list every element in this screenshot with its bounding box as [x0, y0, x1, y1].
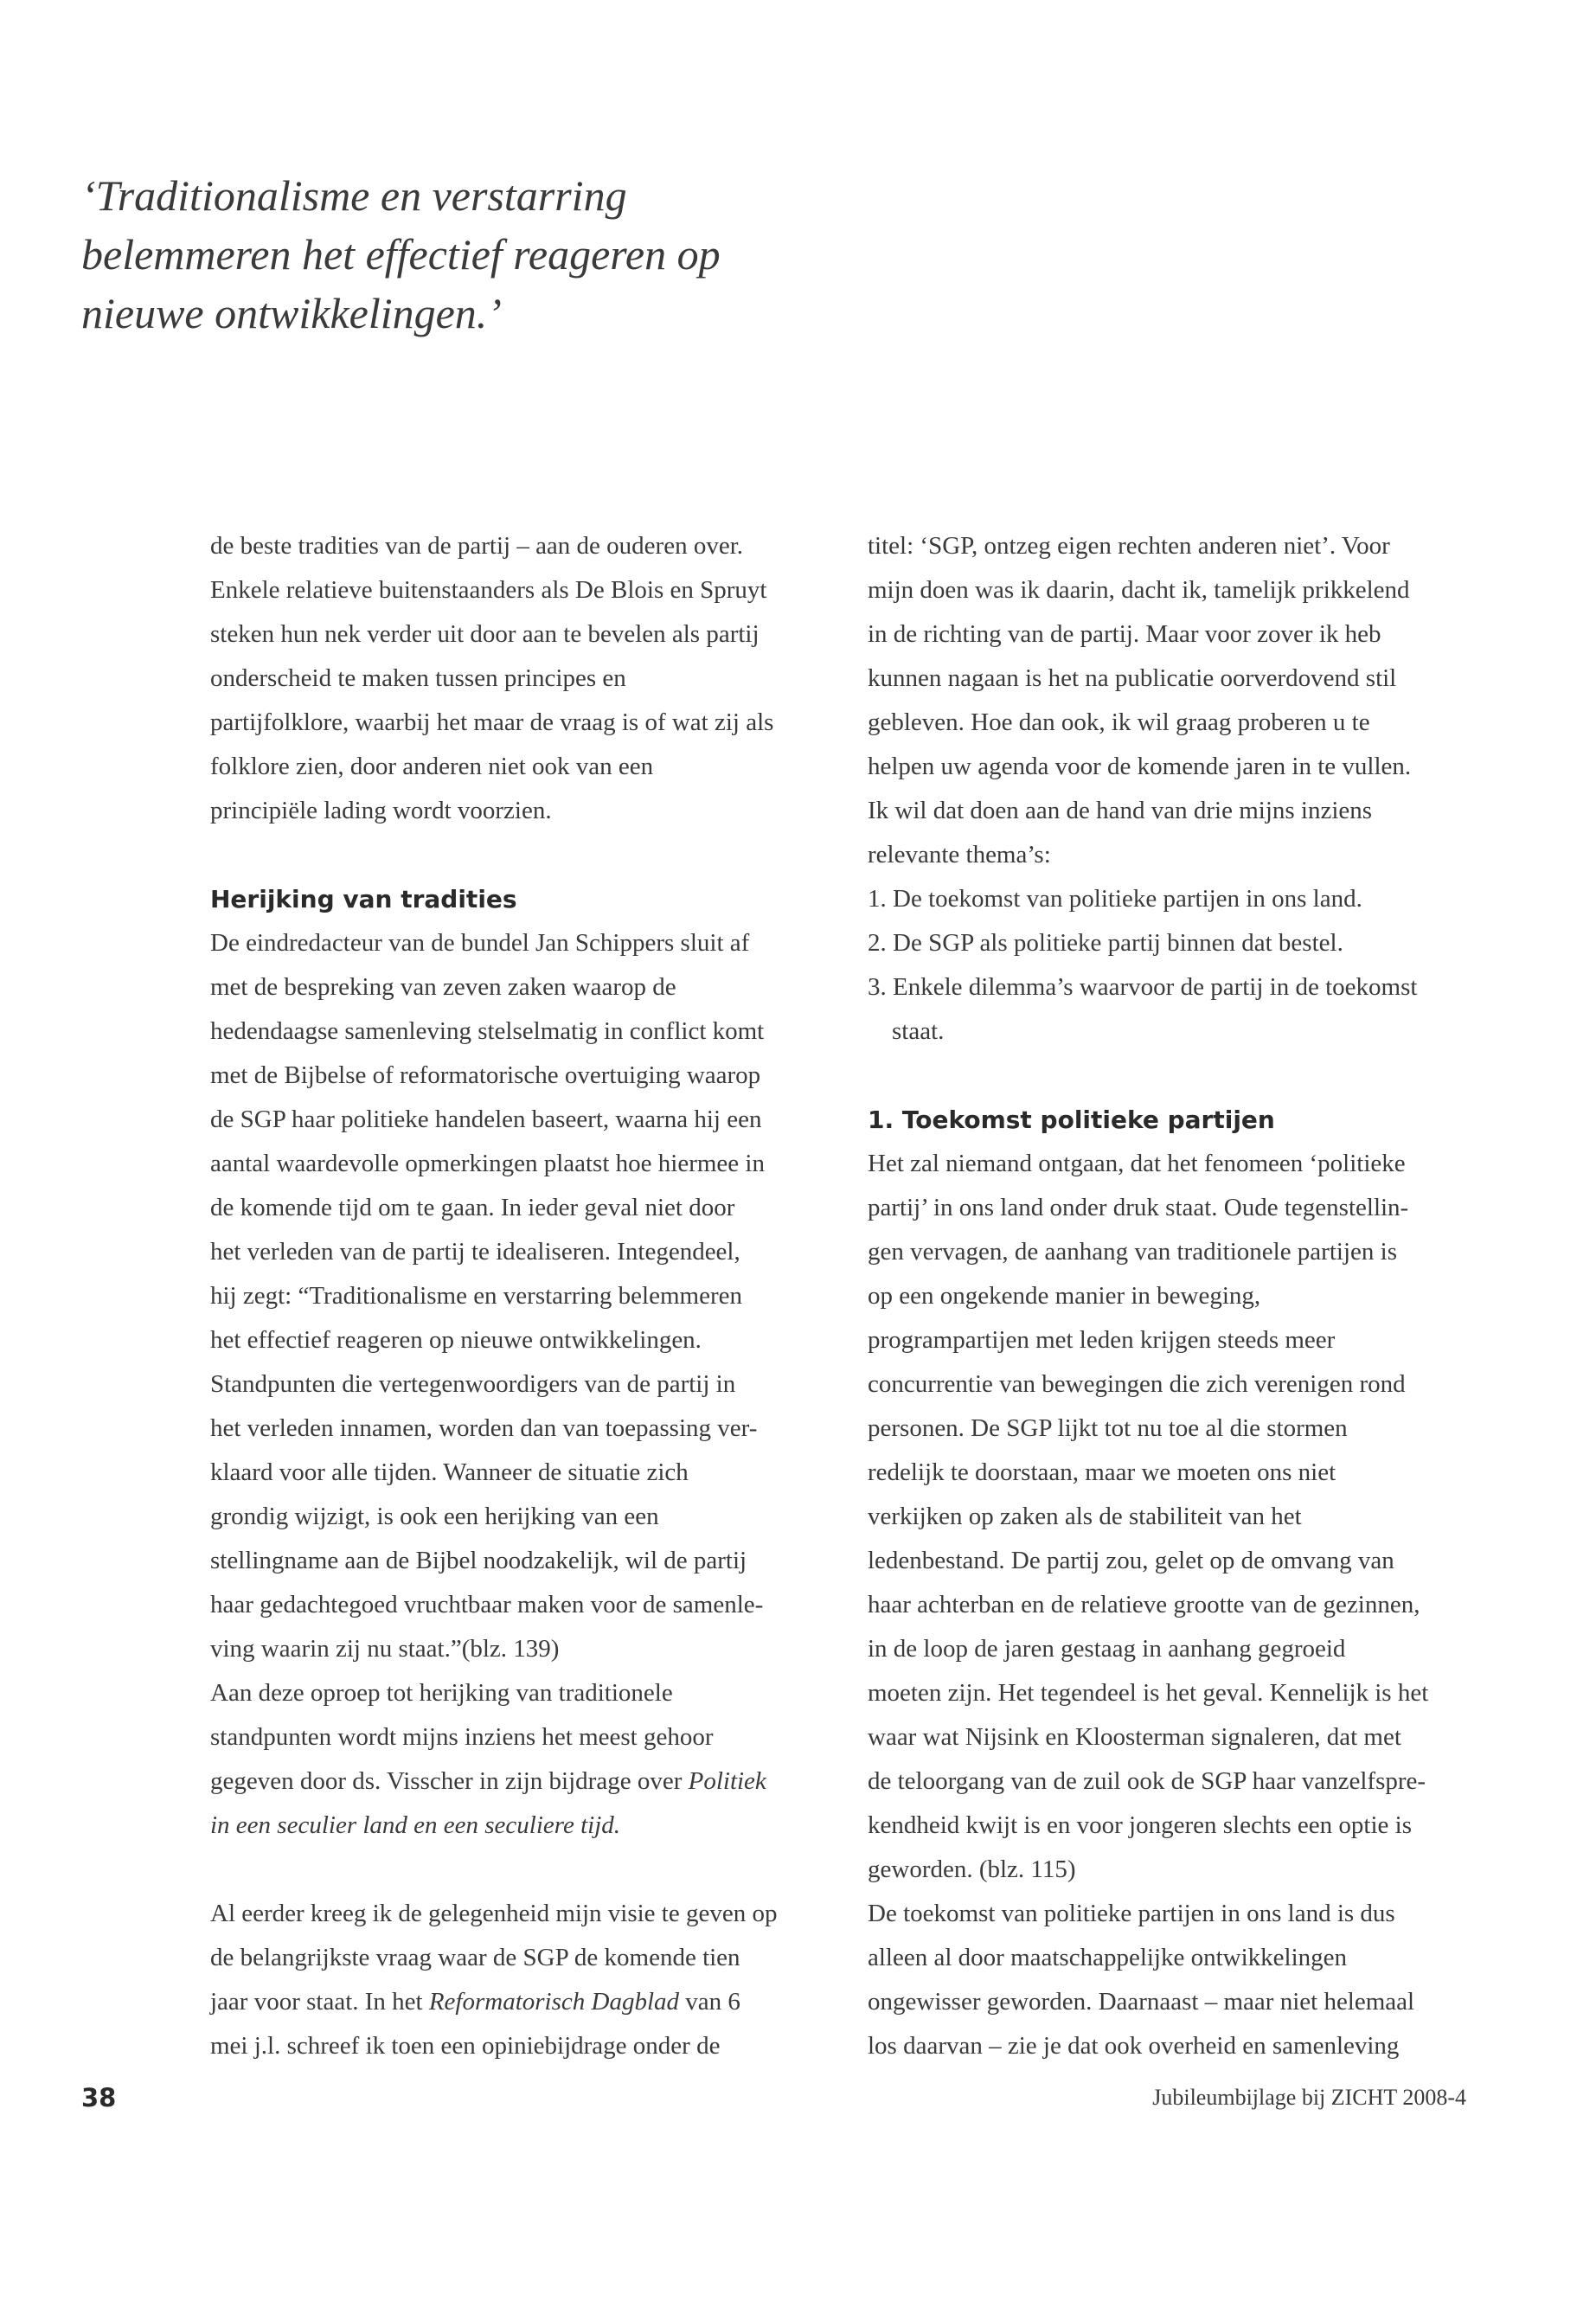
text-line: gen vervagen, de aanhang van traditionele partijen is — [868, 1238, 1397, 1266]
pull-quote — [81, 166, 825, 343]
left-column — [210, 524, 842, 2068]
section-heading-herijking: Herijking van tradities — [210, 885, 517, 913]
text-line: steken hun nek verder uit door aan te bevelen als partij — [210, 620, 760, 648]
text-line: principiële lading wordt voorzien. — [210, 797, 552, 824]
text-line: mei j.l. schreef ik toen een opiniebijdrage onder de — [210, 2032, 721, 2060]
text-line: alleen al door maatschappelijke ontwikkelingen — [868, 1944, 1348, 1971]
text-line: titel: ‘SGP, ontzeg eigen rechten anderen niet’. Voor — [868, 532, 1390, 560]
text-line: de komende tijd om te gaan. In ieder geval niet door — [210, 1194, 735, 1221]
text-line: de beste tradities van de partij – aan de ouderen over. — [210, 532, 744, 560]
text-line: waar wat Nijsink en Kloosterman signaleren, dat met — [868, 1723, 1401, 1751]
text-line: klaard voor alle tijden. Wanneer de situatie zich — [210, 1458, 689, 1486]
text-line: met de Bijbelse of reformatorische overtuiging waarop — [210, 1061, 761, 1089]
text-line — [210, 1980, 842, 2024]
pull-quote-line: ‘Traditionalisme en verstarring — [81, 171, 627, 220]
text-line: het effectief reageren op nieuwe ontwikkelingen. — [210, 1326, 702, 1354]
spacer — [210, 833, 842, 877]
text-line: kunnen nagaan is het na publicatie oorverdovend stil — [868, 664, 1397, 692]
text-line: helpen uw agenda voor de komende jaren in te vullen. — [868, 753, 1412, 780]
text-line: Enkele relatieve buitenstaanders als De Blois en Spruyt — [210, 576, 767, 604]
text-line: De eindredacteur van de bundel Jan Schippers sluit af — [210, 929, 750, 957]
right-body-paragraph — [868, 1142, 1490, 2068]
theme-list — [868, 877, 1490, 1054]
text-line: hedendaagse samenleving stelselmatig in conflict komt — [210, 1017, 765, 1045]
text-line: partij’ in ons land onder druk staat. Oude tegenstellin- — [868, 1194, 1409, 1221]
text-line: ving waarin zij nu staat.”(blz. 139) — [210, 1635, 560, 1663]
list-item: 3. Enkele dilemma’s waarvoor de partij in de toekomst — [868, 973, 1418, 1001]
text-line: standpunten wordt mijns inziens het meest gehoor — [210, 1723, 714, 1751]
text-line: concurrentie van bewegingen die zich verenigen rond — [868, 1370, 1406, 1398]
text-line — [210, 1804, 842, 1848]
pull-quote-line: belemmeren het effectief reageren op — [81, 230, 721, 279]
text-line: stellingname aan de Bijbel noodzakelijk, wil de partij — [210, 1547, 747, 1574]
text-line: De toekomst van politieke partijen in ons land is dus — [868, 1900, 1395, 1927]
text-line: mijn doen was ik daarin, dacht ik, tamelijk prikkelend — [868, 576, 1410, 604]
text-line: de SGP haar politieke handelen baseert, waarna hij een — [210, 1106, 762, 1133]
text-line: in de richting van de partij. Maar voor zover ik heb — [868, 620, 1381, 648]
text-line: haar achterban en de relatieve grootte van de gezinnen, — [868, 1591, 1420, 1618]
italic-title: Politiek — [688, 1767, 766, 1795]
text-line: kendheid kwijt is en voor jongeren slechts een optie is — [868, 1811, 1412, 1839]
publication-footer: Jubileumbijlage bij ZICHT 2008-4 — [1152, 2085, 1466, 2110]
text-line: haar gedachtegoed vruchtbaar maken voor de samenle- — [210, 1591, 764, 1618]
italic-newspaper-name: Reformatorisch Dagblad — [428, 1988, 680, 2016]
text-line: het verleden innamen, worden dan van toepassing ver- — [210, 1414, 758, 1442]
spacer — [210, 1848, 842, 1892]
text-line: ongewisser geworden. Daarnaast – maar niet helemaal — [868, 1988, 1415, 2016]
text-line: gebleven. Hoe dan ook, ik wil graag proberen u te — [868, 708, 1370, 736]
text-line: de belangrijkste vraag waar de SGP de komende tien — [210, 1944, 740, 1971]
text-line: los daarvan – zie je dat ook overheid en samenleving — [868, 2032, 1400, 2060]
text-line — [210, 1759, 842, 1804]
text-line: moeten zijn. Het tegendeel is het geval. Kennelijk is het — [868, 1679, 1429, 1707]
text-line: ledenbestand. De partij zou, gelet op de omvang van — [868, 1547, 1394, 1574]
text-line: redelijk te doorstaan, maar we moeten ons niet — [868, 1458, 1336, 1486]
text-fragment: van 6 — [679, 1988, 740, 2016]
text-fragment: gegeven door ds. Visscher in zijn bijdrage over — [210, 1767, 689, 1795]
italic-title: in een seculier land en een seculiere tijd. — [210, 1811, 621, 1839]
text-line: aantal waardevolle opmerkingen plaatst hoe hiermee in — [210, 1150, 765, 1177]
list-item: 2. De SGP als politieke partij binnen dat bestel. — [868, 929, 1343, 957]
page-number: 38 — [81, 2083, 117, 2112]
text-line: hij zegt: “Traditionalisme en verstarring belemmeren — [210, 1282, 742, 1310]
text-line: onderscheid te maken tussen principes en — [210, 664, 626, 692]
spacer — [868, 1054, 1490, 1098]
section-heading-toekomst: 1. Toekomst politieke partijen — [868, 1106, 1275, 1134]
right-column — [868, 524, 1490, 2068]
text-line: het verleden van de partij te idealiseren. Integendeel, — [210, 1238, 740, 1266]
list-item-continuation: staat. — [892, 1017, 945, 1045]
left-closing-paragraph — [210, 1892, 842, 2068]
text-line: Ik wil dat doen aan de hand van drie mijns inziens — [868, 797, 1373, 824]
text-line: folklore zien, door anderen niet ook van een — [210, 753, 654, 780]
text-line: verkijken op zaken als de stabiliteit van het — [868, 1503, 1302, 1530]
text-line: relevante thema’s: — [868, 841, 1051, 868]
left-intro-paragraph — [210, 524, 842, 833]
text-line: met de bespreking van zeven zaken waarop de — [210, 973, 676, 1001]
list-item: 1. De toekomst van politieke partijen in ons land. — [868, 885, 1362, 913]
text-line: de teloorgang van de zuil ook de SGP haar vanzelfspre- — [868, 1767, 1426, 1795]
text-line: geworden. (blz. 115) — [868, 1856, 1076, 1883]
left-body-paragraph — [210, 921, 842, 1848]
right-intro-paragraph — [868, 524, 1490, 877]
text-line: partijfolklore, waarbij het maar de vraag is of wat zij als — [210, 708, 774, 736]
text-line: Standpunten die vertegenwoordigers van de partij in — [210, 1370, 736, 1398]
text-line: programpartijen met leden krijgen steeds meer — [868, 1326, 1336, 1354]
pull-quote-line: nieuwe ontwikkelingen.’ — [81, 289, 502, 337]
text-line: Het zal niemand ontgaan, dat het fenomeen ‘politieke — [868, 1150, 1406, 1177]
text-fragment: jaar voor staat. In het — [210, 1988, 429, 2016]
text-line: in de loop de jaren gestaag in aanhang gegroeid — [868, 1635, 1346, 1663]
text-line: op een ongekende manier in beweging, — [868, 1282, 1261, 1310]
text-line: Aan deze oproep tot herijking van traditionele — [210, 1679, 673, 1707]
text-line: Al eerder kreeg ik de gelegenheid mijn visie te geven op — [210, 1900, 778, 1927]
text-line: grondig wijzigt, is ook een herijking van een — [210, 1503, 659, 1530]
text-line: personen. De SGP lijkt tot nu toe al die stormen — [868, 1414, 1348, 1442]
